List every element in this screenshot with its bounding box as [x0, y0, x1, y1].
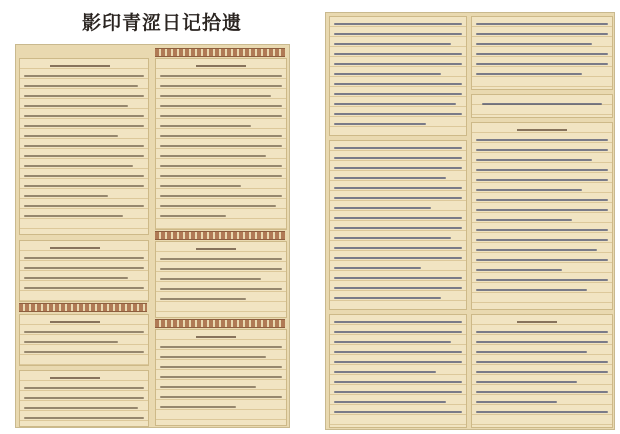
diary-sheet: [19, 240, 149, 302]
diary-sheet: [471, 94, 613, 118]
right-diary-scan: [325, 12, 615, 430]
diary-sheet: [329, 140, 467, 310]
diary-sheet: [471, 16, 613, 90]
diary-sheet: [155, 329, 287, 426]
diary-sheet: [329, 314, 467, 428]
ornament-strip: [155, 231, 285, 240]
diary-sheet: [19, 370, 149, 427]
ornament-strip: [155, 319, 285, 328]
diary-sheet: [155, 241, 287, 318]
diary-sheet: [19, 314, 149, 366]
diary-sheet: [471, 122, 613, 310]
ornament-strip: [155, 48, 285, 57]
ornament-strip: [19, 303, 147, 312]
diary-sheet: [19, 58, 149, 235]
diary-sheet: [471, 314, 613, 428]
left-diary-scan: [15, 44, 290, 428]
page-title: 影印青涩日记拾遗: [82, 12, 243, 34]
diary-sheet: [329, 16, 467, 136]
diary-sheet: [155, 58, 287, 230]
